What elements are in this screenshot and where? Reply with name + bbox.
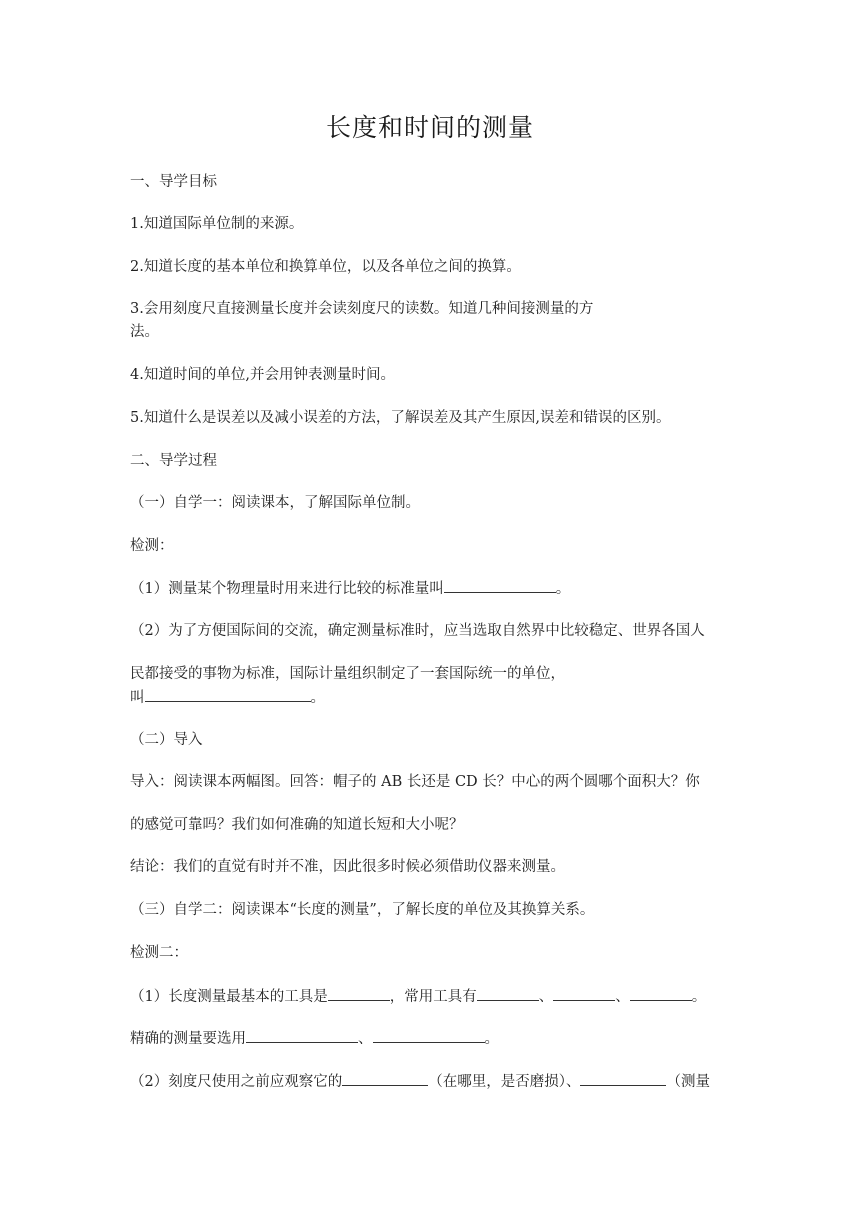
intro-heading: （二）导入 <box>130 732 203 748</box>
question-2-line-3-end: 。 <box>310 690 325 706</box>
self-study-2: （三）自学二：阅读课本“长度的测量”，了解长度的单位及其换算关系。 <box>130 902 595 918</box>
section-heading-goals: 一、导学目标 <box>130 174 217 190</box>
check-2-label: 检测二： <box>130 945 188 961</box>
self-study-1: （一）自学一：阅读课本，了解国际单位制。 <box>130 495 420 511</box>
question-3-sep-1: 、 <box>538 989 554 1005</box>
goal-item-4: 4.知道时间的单位,并会用钟表测量时间。 <box>130 367 395 383</box>
answer-blank[interactable] <box>477 986 539 1001</box>
conclusion: 结论：我们的直觉有时并不准，因此很多时候必须借助仪器来测量。 <box>130 859 565 875</box>
question-2-line-3-start: 叫 <box>130 690 145 706</box>
goal-item-3-line-1: 3.会用刻度尺直接测量长度并会读刻度尺的读数。知道几种间接测量的方 <box>130 301 594 317</box>
answer-blank[interactable] <box>444 578 556 593</box>
section-heading-process: 二、导学过程 <box>130 453 217 469</box>
question-3-sep-2: 、 <box>615 989 630 1005</box>
answer-blank[interactable] <box>630 986 692 1001</box>
goal-item-3-line-2: 法。 <box>130 324 159 340</box>
page-title: 长度和时间的测量 <box>325 113 534 142</box>
question-2-line-3 <box>130 687 325 708</box>
answer-blank[interactable] <box>246 1028 358 1043</box>
answer-blank[interactable] <box>328 986 390 1001</box>
question-3b-end: 。 <box>484 1031 499 1047</box>
question-2-line-2: 民都接受的事物为标准，国际计量组织制定了一套国际统一的单位， <box>130 666 565 682</box>
goal-item-5: 5.知道什么是误差以及减小误差的方法，了解误差及其产生原因,误差和错误的区别。 <box>130 410 671 426</box>
question-3b <box>130 1028 499 1049</box>
goal-item-1: 1.知道国际单位制的来源。 <box>130 216 304 232</box>
question-3-end: 。 <box>691 989 707 1005</box>
question-4-mid: （在哪里，是否磨损）、 <box>428 1074 581 1090</box>
answer-blank[interactable] <box>145 687 311 702</box>
answer-blank[interactable] <box>373 1028 485 1043</box>
question-2-line-1: （2）为了方便国际间的交流，确定测量标准时，应当选取自然界中比较稳定、世界各国人 <box>130 623 705 639</box>
question-4 <box>130 1071 710 1092</box>
question-3-mid: ，常用工具有 <box>389 989 477 1005</box>
question-3 <box>130 986 706 1007</box>
question-1 <box>130 578 570 599</box>
question-1-end: 。 <box>555 581 571 597</box>
question-1-text: （1）测量某个物理量时用来进行比较的标准量叫 <box>130 581 444 597</box>
check-1-label: 检测： <box>130 538 174 554</box>
question-4-text: （2）刻度尺使用之前应观察它的 <box>130 1074 343 1090</box>
question-3b-sep: 、 <box>358 1031 373 1047</box>
answer-blank[interactable] <box>342 1071 428 1086</box>
question-3b-text: 精确的测量要选用 <box>130 1031 246 1047</box>
question-3-text: （1）长度测量最基本的工具是 <box>130 989 328 1005</box>
question-4-end: （测量 <box>666 1074 710 1090</box>
answer-blank[interactable] <box>553 986 615 1001</box>
intro-line-2: 的感觉可靠吗？我们如何准确的知道长短和大小呢？ <box>130 817 464 833</box>
goal-item-2: 2.知道长度的基本单位和换算单位，以及各单位之间的换算。 <box>130 259 521 275</box>
answer-blank[interactable] <box>580 1071 666 1086</box>
intro-line-1: 导入：阅读课本两幅图。回答：帽子的 AB 长还是 CD 长？中心的两个圆哪个面积大？你 <box>130 774 700 790</box>
